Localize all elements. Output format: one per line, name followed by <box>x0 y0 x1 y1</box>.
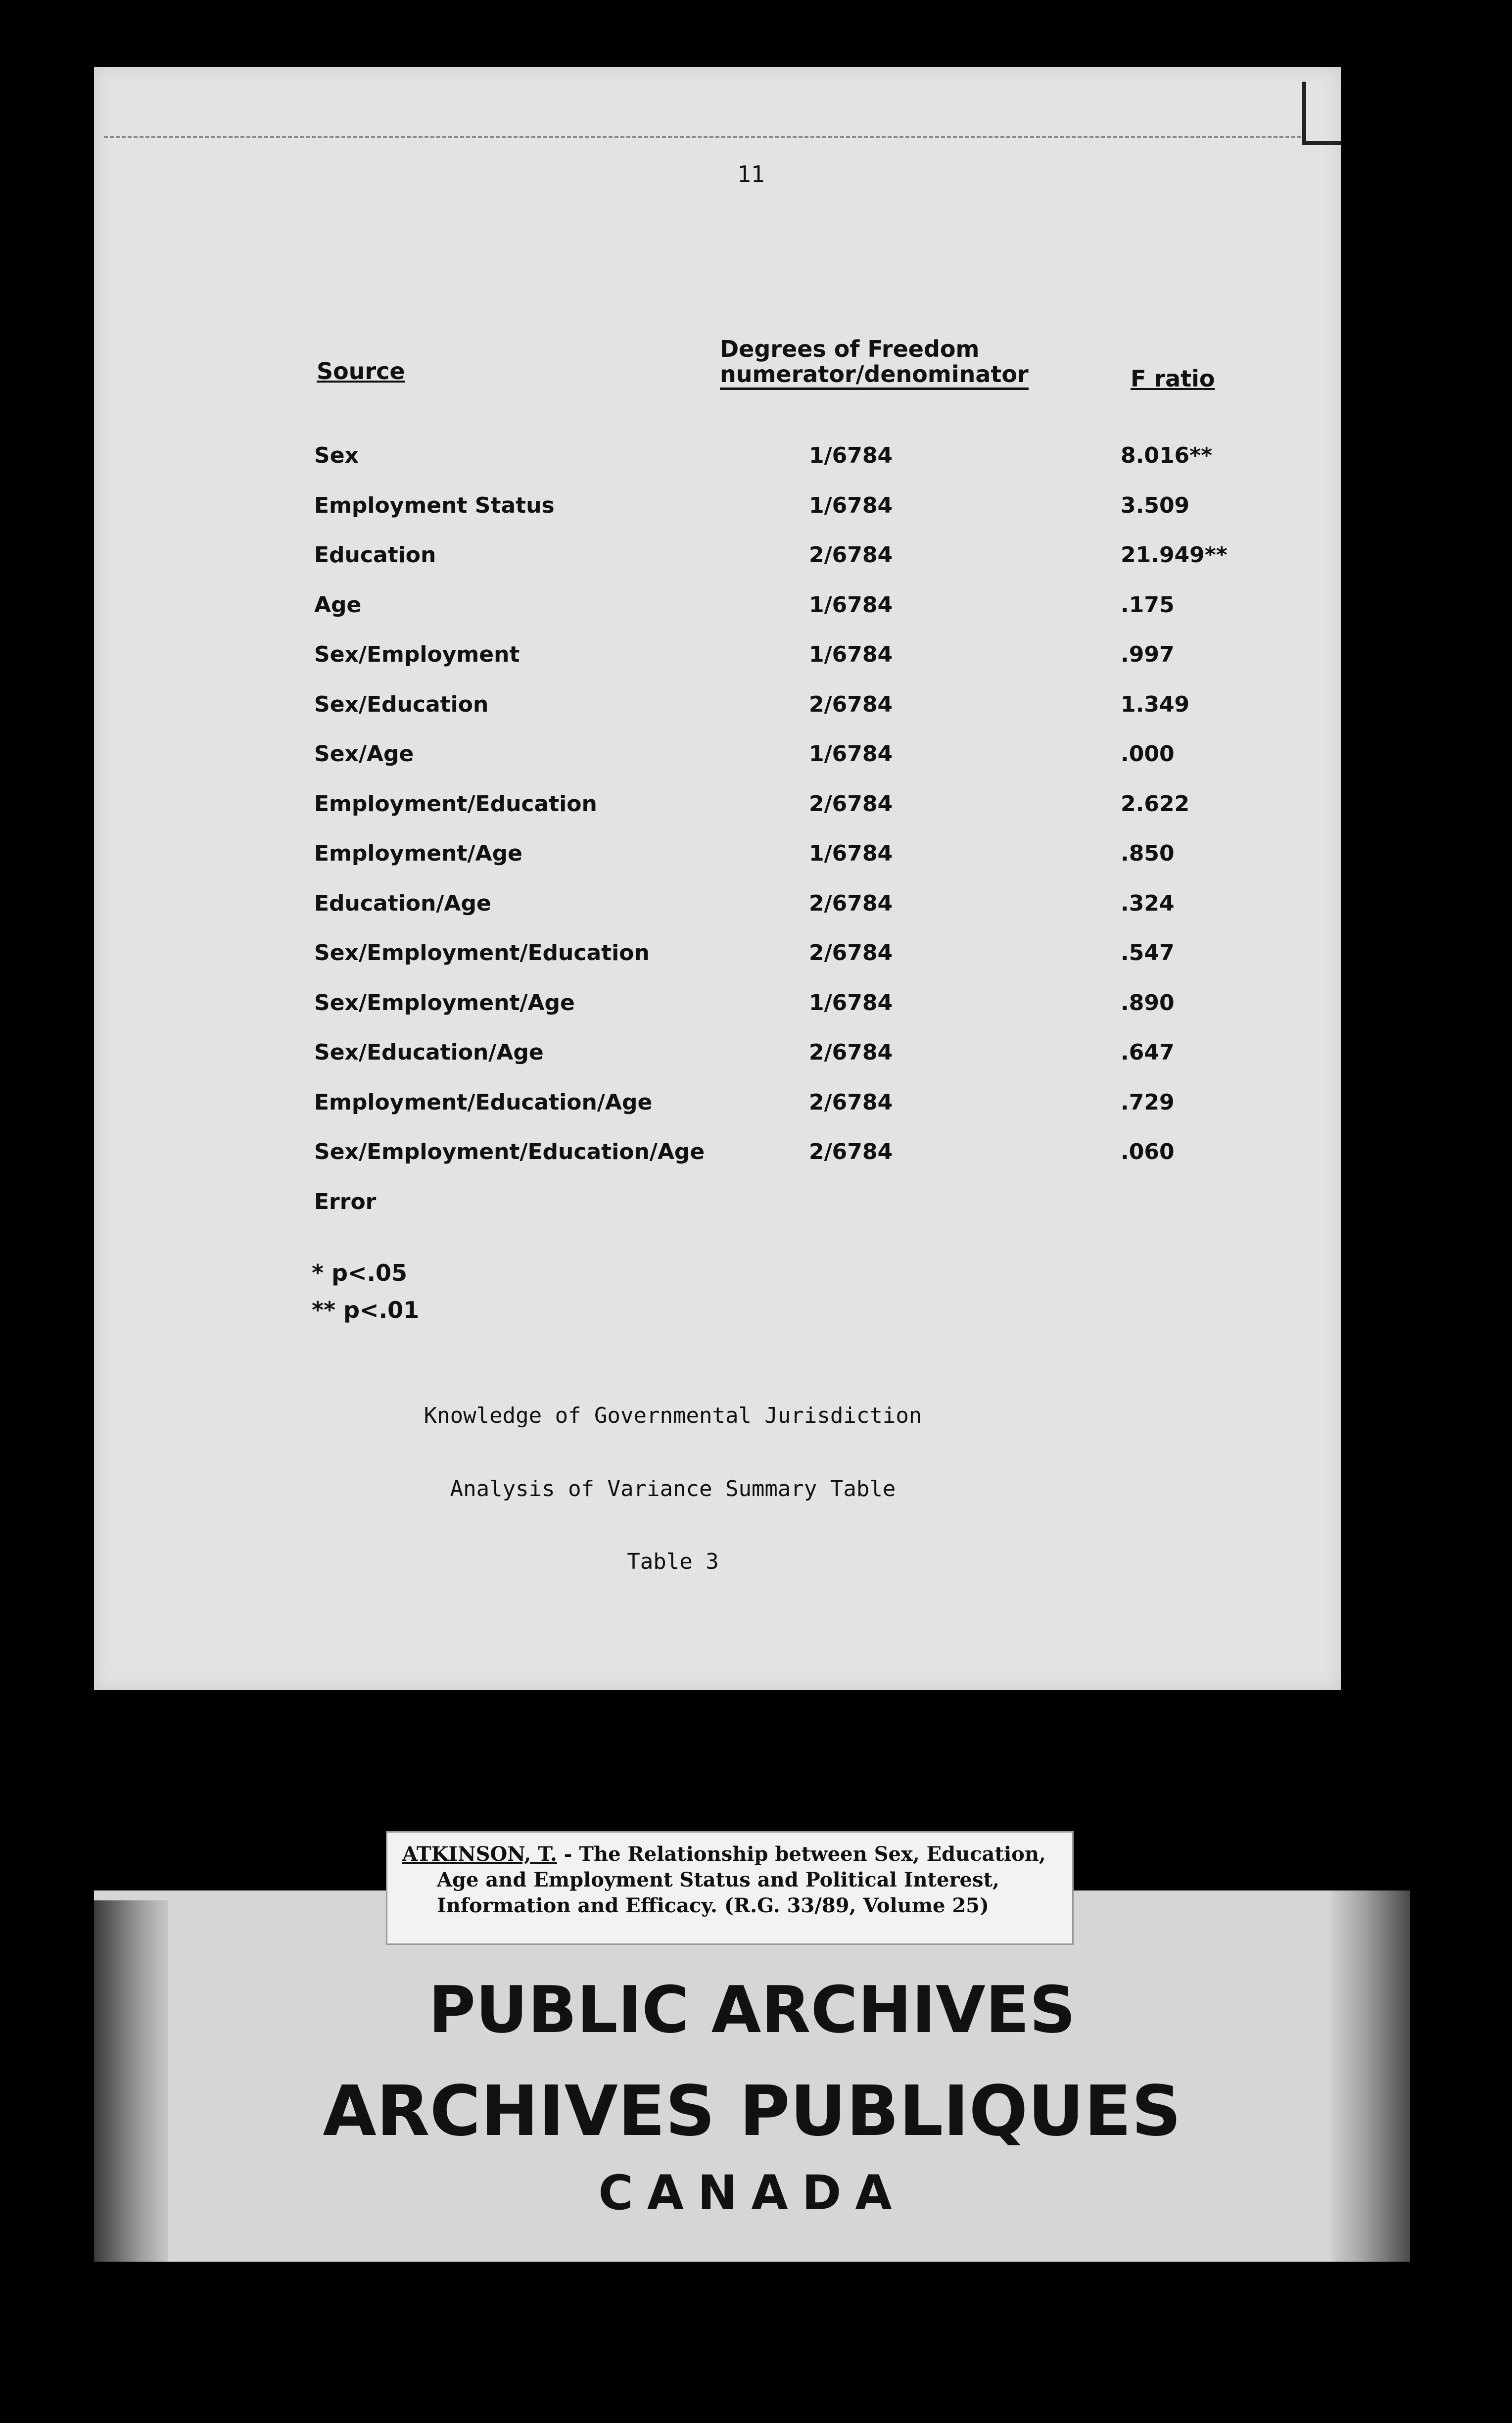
row-f-ratio: .547 <box>1121 940 1175 966</box>
table-row <box>94 1040 1341 1074</box>
header-df-line1: Degrees of Freedom <box>720 336 980 362</box>
row-source: Sex/Education <box>314 691 489 717</box>
row-degrees-of-freedom: 2/6784 <box>809 1139 893 1164</box>
table-row <box>94 891 1341 925</box>
page-dashed-line <box>104 136 1301 138</box>
row-f-ratio: .890 <box>1121 990 1175 1016</box>
row-degrees-of-freedom: 2/6784 <box>809 691 893 717</box>
row-degrees-of-freedom: 2/6784 <box>809 791 893 817</box>
row-source: Sex/Age <box>314 741 414 767</box>
row-source: Sex/Education/Age <box>314 1040 544 1065</box>
scanned-page <box>94 67 1341 1690</box>
row-f-ratio: .324 <box>1121 890 1175 916</box>
table-row <box>94 443 1341 478</box>
row-degrees-of-freedom: 1/6784 <box>809 841 893 866</box>
row-source: Employment/Age <box>314 841 522 866</box>
header-degrees-of-freedom <box>720 337 1029 390</box>
table-row <box>94 841 1341 875</box>
row-f-ratio: 3.509 <box>1121 492 1190 518</box>
caption-subtitle: Analysis of Variance Summary Table <box>450 1476 896 1502</box>
row-f-ratio: 1.349 <box>1121 691 1190 717</box>
row-degrees-of-freedom: 2/6784 <box>809 542 893 568</box>
row-source: Sex/Employment/Age <box>314 990 575 1016</box>
row-f-ratio: .850 <box>1121 841 1175 866</box>
row-f-ratio: .997 <box>1121 642 1175 667</box>
row-degrees-of-freedom: 2/6784 <box>809 1089 893 1115</box>
archive-country: CANADA <box>598 2165 906 2221</box>
label-line-2: Age and Employment Status and Political Interest, <box>437 1868 999 1891</box>
table-row <box>94 1139 1341 1174</box>
row-f-ratio: 2.622 <box>1121 791 1190 817</box>
table-row <box>94 592 1341 627</box>
label-line1-rest: - The Relationship between Sex, Education, <box>557 1842 1046 1866</box>
table-row <box>94 990 1341 1025</box>
row-degrees-of-freedom: 1/6784 <box>809 492 893 518</box>
row-source: Error <box>314 1189 377 1214</box>
row-f-ratio: .000 <box>1121 741 1175 767</box>
row-f-ratio: .175 <box>1121 592 1175 618</box>
row-source: Sex <box>314 443 359 468</box>
row-source: Employment/Education <box>314 791 597 817</box>
row-source: Employment/Education/Age <box>314 1089 653 1115</box>
label-line-1 <box>402 1841 1057 1867</box>
archive-label-slip <box>386 1831 1074 1945</box>
row-degrees-of-freedom: 1/6784 <box>809 990 893 1016</box>
row-source: Age <box>314 592 362 618</box>
row-f-ratio: 21.949** <box>1121 542 1228 568</box>
row-source: Sex/Employment/Education/Age <box>314 1139 705 1164</box>
corner-mark <box>1302 82 1341 145</box>
row-degrees-of-freedom: 2/6784 <box>809 1040 893 1065</box>
row-degrees-of-freedom: 1/6784 <box>809 443 893 468</box>
footnote-p01: ** p<.01 <box>312 1297 420 1323</box>
row-f-ratio: 8.016** <box>1121 443 1213 468</box>
row-f-ratio: .647 <box>1121 1040 1175 1065</box>
row-degrees-of-freedom: 2/6784 <box>809 890 893 916</box>
table-row <box>94 542 1341 577</box>
row-f-ratio: .729 <box>1121 1089 1175 1115</box>
row-degrees-of-freedom: 1/6784 <box>809 592 893 618</box>
row-source: Sex/Employment/Education <box>314 940 650 966</box>
row-source: Employment Status <box>314 492 555 518</box>
caption-table-number: Table 3 <box>627 1549 719 1574</box>
row-f-ratio: .060 <box>1121 1139 1175 1164</box>
caption-title: Knowledge of Governmental Jurisdiction <box>424 1403 922 1428</box>
table-row <box>94 741 1341 776</box>
row-degrees-of-freedom: 2/6784 <box>809 940 893 966</box>
header-f-ratio: F ratio <box>1131 365 1215 392</box>
table-row <box>94 493 1341 528</box>
table-row <box>94 791 1341 826</box>
row-degrees-of-freedom: 1/6784 <box>809 741 893 767</box>
table-row <box>94 642 1341 677</box>
footnote-p05: * p<.05 <box>312 1260 408 1286</box>
label-author: ATKINSON, T. <box>402 1842 557 1866</box>
table-row <box>94 940 1341 975</box>
row-source: Sex/Employment <box>314 642 520 667</box>
row-degrees-of-freedom: 1/6784 <box>809 642 893 667</box>
archive-title-fr: ARCHIVES PUBLIQUES <box>323 2071 1181 2152</box>
archive-title-en: PUBLIC ARCHIVES <box>428 1972 1076 2047</box>
row-source: Education/Age <box>314 890 491 916</box>
page-number: 11 <box>737 161 765 188</box>
table-row <box>94 1189 1341 1224</box>
row-source: Education <box>314 542 436 568</box>
header-source: Source <box>317 358 405 385</box>
header-df-line2: numerator/denominator <box>720 362 1029 390</box>
table-row <box>94 692 1341 727</box>
table-row <box>94 1090 1341 1124</box>
label-line-3: Information and Efficacy. (R.G. 33/89, Volume 25) <box>437 1894 989 1917</box>
